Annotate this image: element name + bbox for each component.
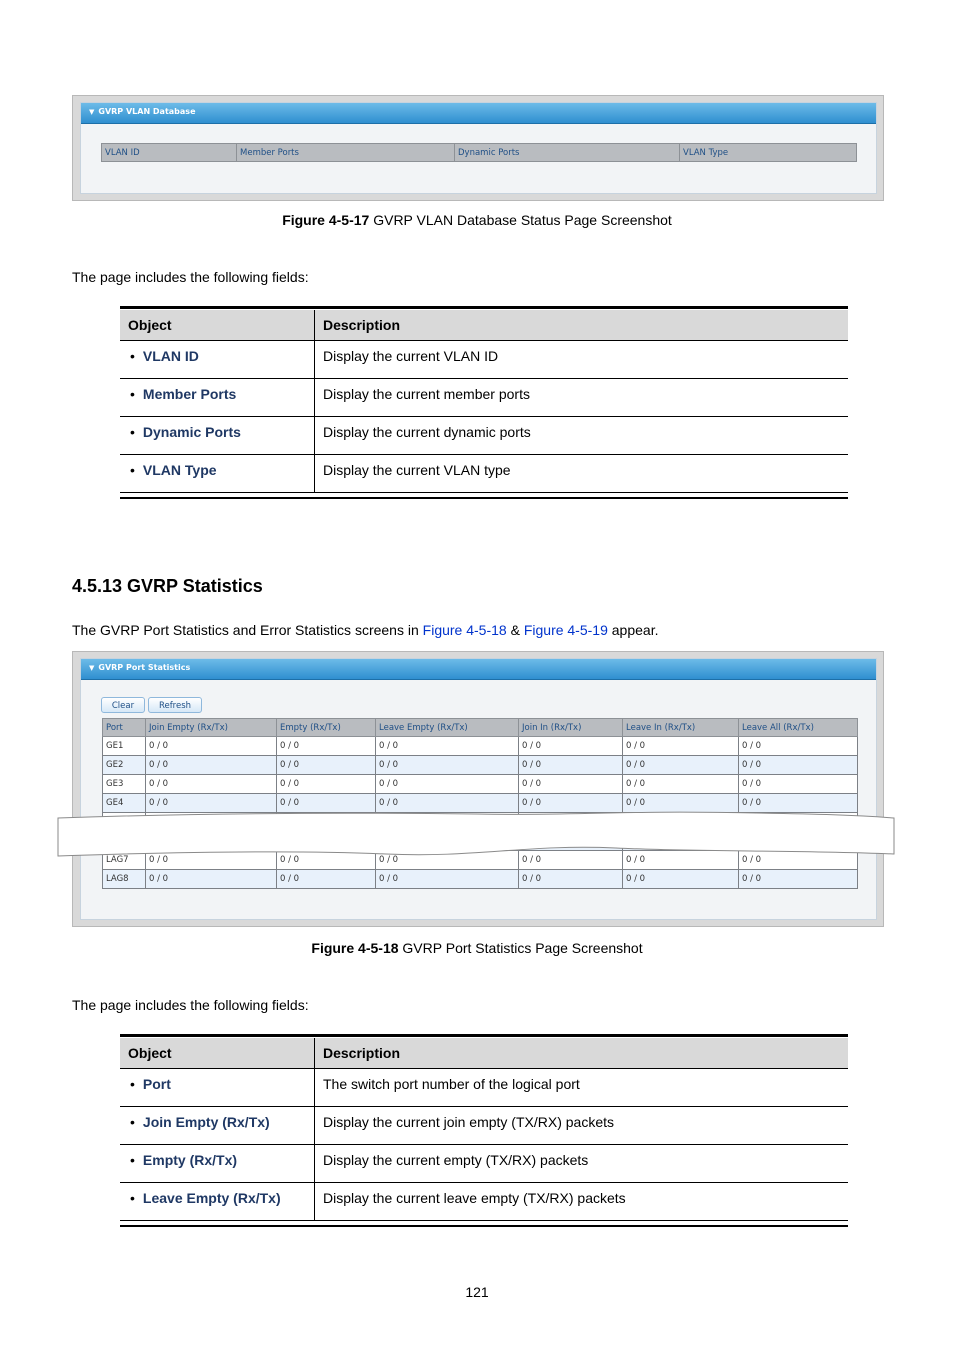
stat-cell: 0 / 0	[739, 775, 858, 794]
stat-cell: 0 / 0	[519, 756, 623, 775]
bullet-icon: •	[130, 1152, 135, 1168]
object-header: Object	[120, 1038, 315, 1069]
port-cell: GE1	[103, 737, 146, 756]
column-header: VLAN ID	[102, 144, 237, 162]
table-row	[120, 1183, 848, 1221]
panel-header	[81, 659, 876, 680]
stat-cell: 0 / 0	[376, 794, 519, 813]
table-header-row	[102, 144, 857, 162]
table-row	[120, 341, 848, 379]
figure-caption: Figure 4-5-18 GVRP Port Statistics Page Screenshot	[311, 940, 643, 956]
stat-cell: 0 / 0	[146, 851, 277, 870]
stat-cell: 0 / 0	[739, 794, 858, 813]
bullet-icon: •	[130, 1190, 135, 1206]
table-row	[103, 775, 858, 794]
refresh-button[interactable]: Refresh	[148, 697, 202, 713]
table-row	[120, 1145, 848, 1183]
intro-text: The page includes the following fields:	[72, 269, 309, 285]
fields-table	[120, 310, 848, 493]
bullet-icon: •	[130, 424, 135, 440]
object-header: Object	[120, 310, 315, 341]
object-description: The switch port number of the logical port	[315, 1069, 849, 1107]
object-name: Port	[142, 1076, 171, 1092]
figure-caption: Figure 4-5-17 GVRP VLAN Database Status Page Screenshot	[282, 212, 672, 228]
description-header: Description	[315, 310, 849, 341]
stat-cell: 0 / 0	[277, 737, 376, 756]
description-header: Description	[315, 1038, 849, 1069]
vlan-database-screenshot	[72, 95, 884, 201]
column-header: Leave Empty (Rx/Tx)	[376, 719, 519, 737]
table-bottom-rule	[120, 1225, 848, 1227]
stat-cell: 0 / 0	[376, 737, 519, 756]
bullet-icon: •	[130, 462, 135, 478]
table-row	[120, 379, 848, 417]
fields-table	[120, 1038, 848, 1221]
panel-title: GVRP Port Statistics	[98, 663, 191, 672]
section-paragraph: The GVRP Port Statistics and Error Statistics screens in Figure 4-5-18 & Figure 4-5-19 appear.	[72, 622, 659, 638]
vlan-database-table	[101, 143, 857, 162]
port-cell: LAG8	[103, 870, 146, 889]
column-header: Port	[103, 719, 146, 737]
clear-button[interactable]: Clear	[101, 697, 145, 713]
column-header: Leave All (Rx/Tx)	[739, 719, 858, 737]
stat-cell: 0 / 0	[146, 756, 277, 775]
stat-cell: 0 / 0	[376, 851, 519, 870]
stat-cell: 0 / 0	[376, 775, 519, 794]
intro-text: The page includes the following fields:	[72, 997, 309, 1013]
stat-cell: 0 / 0	[623, 851, 739, 870]
gvrp-vlan-database-panel	[80, 102, 877, 194]
object-description: Display the current join empty (TX/RX) packets	[315, 1107, 849, 1145]
table-top-rule	[120, 306, 848, 309]
stat-cell: 0 / 0	[146, 775, 277, 794]
collapse-arrow-icon[interactable]: ▼	[89, 108, 95, 116]
bullet-icon: •	[130, 1076, 135, 1092]
stat-cell: 0 / 0	[623, 775, 739, 794]
object-description: Display the current VLAN ID	[315, 341, 849, 379]
gvrp-port-statistics-panel	[80, 658, 877, 920]
port-statistics-table	[102, 718, 858, 889]
object-description: Display the current leave empty (TX/RX) packets	[315, 1183, 849, 1221]
table-row	[120, 455, 848, 493]
port-cell: GE2	[103, 756, 146, 775]
object-name: Dynamic Ports	[142, 424, 241, 440]
page-number: 121	[465, 1284, 489, 1300]
stat-cell: 0 / 0	[277, 870, 376, 889]
column-header: Join Empty (Rx/Tx)	[146, 719, 277, 737]
stat-cell: 0 / 0	[519, 794, 623, 813]
stat-cell: 0 / 0	[376, 756, 519, 775]
table-row	[103, 756, 858, 775]
stat-cell: 0 / 0	[623, 756, 739, 775]
stat-cell: 0 / 0	[739, 870, 858, 889]
figure-link[interactable]: Figure 4-5-19	[523, 622, 608, 638]
bullet-icon: •	[130, 1114, 135, 1130]
stat-cell: 0 / 0	[739, 756, 858, 775]
figure-link[interactable]: Figure 4-5-18	[422, 622, 507, 638]
column-header: Member Ports	[237, 144, 455, 162]
bullet-icon: •	[130, 348, 135, 364]
stat-cell: 0 / 0	[519, 870, 623, 889]
table-row	[120, 417, 848, 455]
table-top-rule	[120, 1034, 848, 1037]
stat-cell: 0 / 0	[376, 870, 519, 889]
page-break-tear	[56, 810, 896, 858]
stat-cell: 0 / 0	[623, 737, 739, 756]
stat-cell: 0 / 0	[146, 870, 277, 889]
stat-cell: 0 / 0	[519, 737, 623, 756]
stat-cell: 0 / 0	[146, 737, 277, 756]
column-header: Dynamic Ports	[455, 144, 680, 162]
table-bottom-rule	[120, 497, 848, 499]
panel-title: GVRP VLAN Database	[98, 107, 196, 116]
table-header-row	[120, 310, 848, 341]
column-header: Join In (Rx/Tx)	[519, 719, 623, 737]
table-header-row	[103, 719, 858, 737]
bullet-icon: •	[130, 386, 135, 402]
port-cell: GE3	[103, 775, 146, 794]
column-header: VLAN Type	[680, 144, 857, 162]
collapse-arrow-icon[interactable]: ▼	[89, 664, 95, 672]
table-row	[103, 870, 858, 889]
stat-cell: 0 / 0	[277, 775, 376, 794]
object-name: Leave Empty (Rx/Tx)	[142, 1190, 281, 1206]
section-heading: 4.5.13 GVRP Statistics	[72, 576, 263, 596]
stat-cell: 0 / 0	[277, 794, 376, 813]
object-description: Display the current member ports	[315, 379, 849, 417]
table-row	[103, 737, 858, 756]
stat-cell: 0 / 0	[277, 851, 376, 870]
object-description: Display the current empty (TX/RX) packets	[315, 1145, 849, 1183]
table-row	[120, 1107, 848, 1145]
object-description: Display the current VLAN type	[315, 455, 849, 493]
port-statistics-screenshot	[72, 651, 884, 927]
object-description: Display the current dynamic ports	[315, 417, 849, 455]
stat-cell: 0 / 0	[519, 775, 623, 794]
column-header: Leave In (Rx/Tx)	[623, 719, 739, 737]
stat-cell: 0 / 0	[277, 756, 376, 775]
object-name: Join Empty (Rx/Tx)	[142, 1114, 270, 1130]
stat-cell: 0 / 0	[623, 794, 739, 813]
port-cell: GE4	[103, 794, 146, 813]
panel-header	[81, 103, 876, 124]
stat-cell: 0 / 0	[739, 737, 858, 756]
object-name: VLAN Type	[142, 462, 217, 478]
stat-cell: 0 / 0	[146, 794, 277, 813]
object-name: Empty (Rx/Tx)	[142, 1152, 238, 1168]
port-cell: LAG7	[103, 851, 146, 870]
stat-cell: 0 / 0	[739, 851, 858, 870]
object-name: Member Ports	[142, 386, 237, 402]
table-row	[120, 1069, 848, 1107]
table-header-row	[120, 1038, 848, 1069]
stat-cell: 0 / 0	[623, 870, 739, 889]
stat-cell: 0 / 0	[519, 851, 623, 870]
column-header: Empty (Rx/Tx)	[277, 719, 376, 737]
object-name: VLAN ID	[142, 348, 199, 364]
